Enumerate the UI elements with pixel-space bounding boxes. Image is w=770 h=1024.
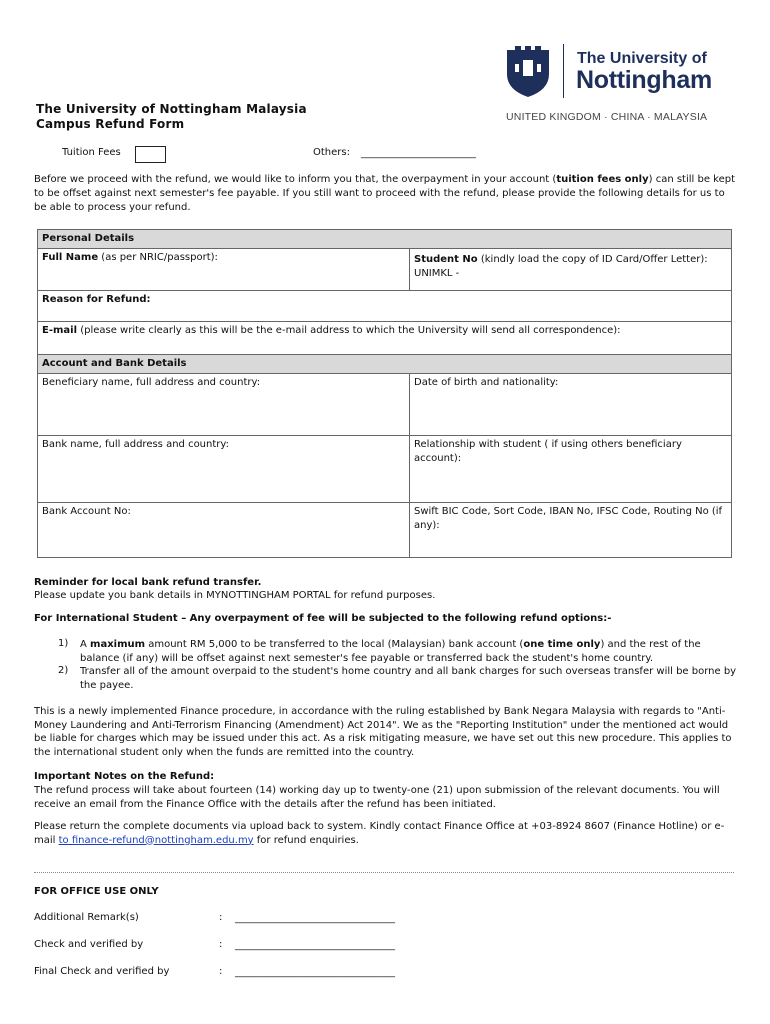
- international-heading: For International Student – Any overpayment of fee will be subjected to the following refund options:-: [34, 613, 612, 624]
- swift-code-field[interactable]: Swift BIC Code, Sort Code, IBAN No, IFSC Code, Routing No (if any):: [410, 503, 732, 558]
- intro-paragraph: Before we proceed with the refund, we would like to inform you that, the overpayment in your account (tuition fees only) can still be kept to be offset against next semester's fee payable. If you still want to proceed with the refund, please provide the following details for us to be able to process your refund.: [34, 174, 736, 213]
- additional-remarks-input[interactable]: ________________________________: [235, 913, 395, 924]
- notes-text: The refund process will take about fourteen (14) working day up to twenty-one (21) upon submission of the relevant documents. You will receive an email from the Finance Office with the details after the refund has been initiated.: [34, 785, 720, 810]
- option-2-number: 2): [58, 665, 69, 676]
- office-use-heading: FOR OFFICE USE ONLY: [34, 886, 159, 897]
- finance-email-link[interactable]: to finance-refund@nottingham.edu.my: [58, 834, 254, 846]
- final-check-input[interactable]: ________________________________: [235, 967, 395, 978]
- office-row-label: Check and verified by: [34, 939, 144, 950]
- logo-campuses: UNITED KINGDOM · CHINA · MALAYSIA: [506, 111, 708, 123]
- bank-account-field[interactable]: Bank Account No:: [38, 503, 410, 558]
- refund-details-table: [37, 229, 732, 558]
- office-row-colon: :: [219, 912, 223, 923]
- option-1-number: 1): [58, 638, 69, 649]
- tuition-fees-label: Tuition Fees: [62, 147, 121, 158]
- reminder-heading: Reminder for local bank refund transfer.: [34, 577, 262, 588]
- dob-nationality-field[interactable]: Date of birth and nationality:: [410, 374, 732, 436]
- others-input[interactable]: _______________________: [361, 148, 476, 159]
- email-field[interactable]: E-mail (please write clearly as this will be the e-mail address to which the University will send all correspondence):: [38, 322, 732, 355]
- office-row-label: Final Check and verified by: [34, 966, 170, 977]
- relationship-field[interactable]: Relationship with student ( if using others beneficiary account):: [410, 436, 732, 503]
- procedure-paragraph: This is a newly implemented Finance procedure, in accordance with the ruling established by Bank Negara Malaysia with regards to "Anti-Money Laundering and Anti-Terrorism Financing (Amendment) Act 2014". We as the "Reporting Institution" under the mentioned act would be liable for charges which may be issued under this act. As a risk mitigating measure, we have set out this new procedure. This applies to the international student only when the funds are remitted into the country.: [34, 706, 732, 758]
- office-row-label: Additional Remark(s): [34, 912, 139, 923]
- bank-name-field[interactable]: Bank name, full address and country:: [38, 436, 410, 503]
- beneficiary-field[interactable]: Beneficiary name, full address and country:: [38, 374, 410, 436]
- bank-details-header: Account and Bank Details: [38, 355, 732, 374]
- logo-university-of: The University of: [577, 50, 707, 67]
- checked-by-input[interactable]: ________________________________: [235, 940, 395, 951]
- personal-details-header: Personal Details: [38, 230, 732, 249]
- logo-nottingham: Nottingham: [576, 66, 712, 94]
- tuition-fees-checkbox[interactable]: [135, 146, 166, 163]
- return-paragraph: Please return the complete documents via upload back to system. Kindly contact Finance Office at +03-8924 8607 (Finance Hotline) or e-mail to finance-refund@nottingham.edu.my for refund enquiries.: [34, 821, 725, 846]
- reminder-text: Please update you bank details in MYNOTTINGHAM PORTAL for refund purposes.: [34, 590, 436, 601]
- office-row-colon: :: [219, 939, 223, 950]
- office-row-colon: :: [219, 966, 223, 977]
- notes-heading: Important Notes on the Refund:: [34, 771, 215, 782]
- student-no-field[interactable]: Student No (kindly load the copy of ID Card/Offer Letter): UNIMKL -: [410, 249, 732, 291]
- form-title-line2: Campus Refund Form: [36, 117, 185, 131]
- option-1-text: A maximum amount RM 5,000 to be transferred to the local (Malaysian) bank account (one time only) and the rest of the balance (if any) will be offset against next semester's fee payable or transferred back the student's home country.: [80, 639, 701, 664]
- others-label: Others:: [313, 147, 350, 158]
- university-crest-icon: [503, 44, 553, 98]
- full-name-field[interactable]: Full Name (as per NRIC/passport):: [38, 249, 410, 291]
- reason-field[interactable]: Reason for Refund:: [38, 291, 732, 322]
- logo-divider: [563, 44, 564, 98]
- divider: [34, 872, 734, 873]
- option-2-text: Transfer all of the amount overpaid to the student's home country and all bank charges for such overseas transfer will be borne by the payee.: [80, 666, 737, 691]
- form-title-line1: The University of Nottingham Malaysia: [36, 102, 307, 116]
